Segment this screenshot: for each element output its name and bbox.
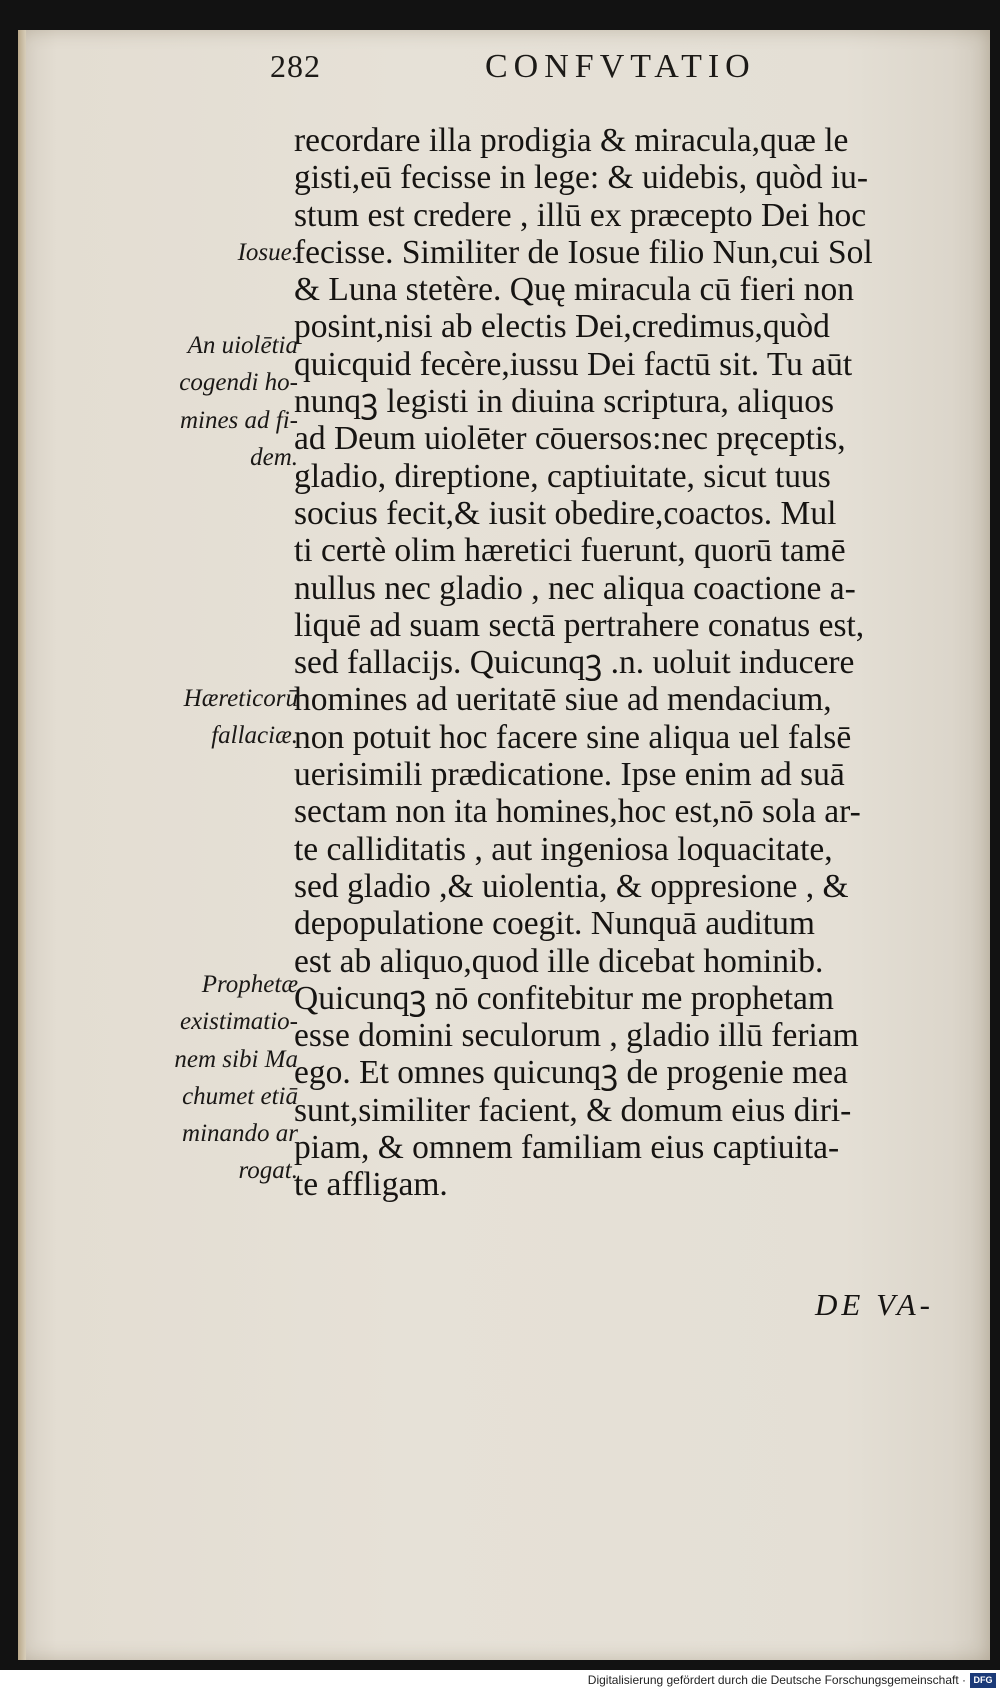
margin-note-line: mines ad fi- xyxy=(179,406,298,434)
margin-note-line: fallaciæ. xyxy=(211,722,298,750)
text-line: est ab aliquo,quod ille dicebat hominib. xyxy=(294,942,824,980)
text-line: non potuit hoc facere sine aliqua uel falsē xyxy=(294,718,852,756)
text-line: liquē ad suam sectā pertrahere conatus est, xyxy=(294,606,865,644)
text-line: stum est credere , illū ex præcepto Dei hoc xyxy=(294,196,867,234)
text-line: homines ad ueritatē siue ad mendacium, xyxy=(294,681,832,719)
text-line: depopulatione coegit. Nunquā auditum xyxy=(294,905,815,943)
margin-note-prophet xyxy=(174,966,298,1190)
margin-note-iosue xyxy=(238,234,298,271)
margin-note-line: Prophetæ xyxy=(201,971,298,998)
text-line: te calliditatis , aut ingeniosa loquacitate, xyxy=(294,830,833,868)
text-line: & Luna stetère. Quę miracula cū fieri non xyxy=(294,271,854,309)
text-line: nullus nec gladio , nec aliqua coactione a- xyxy=(294,569,856,607)
text-line: recordare illa prodigia & miracula,quæ le xyxy=(294,122,849,159)
text-line: gisti,eū fecisse in lege: & uidebis, quòd iu- xyxy=(294,159,869,197)
margin-note-line: An uiolētia xyxy=(187,332,298,359)
margin-note-heretics xyxy=(184,680,298,755)
margin-note-line: chumet etiā xyxy=(182,1082,298,1110)
text-line: gladio, direptione, captiuitate, sicut tuus xyxy=(294,457,831,495)
text-line: quicquid fecère,iussu Dei factū sit. Tu aūt xyxy=(294,345,853,383)
text-line: ego. Et omnes quicunqꝫ de progenie mea xyxy=(294,1054,848,1092)
running-title: CONFVTATIO xyxy=(485,48,756,85)
catchword: DE VA- xyxy=(815,1287,934,1322)
text-line: sed gladio ,& uiolentia, & oppresione , & xyxy=(294,867,849,905)
text-line: ti certè olim hæretici fuerunt, quorū tamē xyxy=(294,532,846,570)
text-line: esse domini seculorum , gladio illū feriam xyxy=(294,1017,859,1055)
text-line: sunt,similiter facient, & domum eius diri- xyxy=(294,1091,852,1129)
margin-note-line: Hæreticorū xyxy=(183,685,298,712)
margin-note-line: rogat. xyxy=(238,1157,298,1185)
margin-note-line: minando ar xyxy=(182,1120,298,1148)
margin-note-line: dem. xyxy=(250,443,298,471)
footer-bar xyxy=(0,1670,1000,1693)
margin-note-line: nem sibi Ma xyxy=(174,1045,298,1073)
margin-note-line: Iosue. xyxy=(237,239,298,266)
funding-credit: Digitalisierung gefördert durch die Deutsche Forschungsgemeinschaft · xyxy=(587,1673,966,1687)
text-line: sectam non ita homines,hoc est,nō sola ar- xyxy=(294,793,861,831)
dfg-logo-icon: DFG xyxy=(970,1673,996,1688)
page-number: 282 xyxy=(270,48,321,84)
text-line: fecisse. Similiter de Iosue filio Nun,cui Sol xyxy=(294,233,873,271)
text-line: uerisimili prædicatione. Ipse enim ad suā xyxy=(294,756,845,794)
margin-note-line: existimatio- xyxy=(179,1008,298,1036)
text-line: nunqꝫ legisti in diuina scriptura, aliquos xyxy=(294,383,835,421)
text-line: posint,nisi ab electis Dei,credimus,quòd xyxy=(294,308,830,346)
text-line: sed fallacijs. Quicunqꝫ .n. uoluit inducere xyxy=(294,644,855,682)
text-line: te affligam. xyxy=(294,1166,448,1204)
page-gutter-edge xyxy=(18,30,26,1660)
running-head xyxy=(270,48,830,98)
text-line: socius fecit,& iusit obedire,coactos. Mul xyxy=(294,494,837,532)
text-line: Quicunqꝫ nō confitebitur me prophetam xyxy=(294,979,834,1017)
text-line: piam, & omnem familiam eius captiuita- xyxy=(294,1129,840,1167)
main-text-block xyxy=(294,122,984,1204)
margin-note-line: cogendi ho- xyxy=(179,369,298,397)
text-line: ad Deum uiolēter cōuersos:nec pręceptis, xyxy=(294,420,846,458)
margin-note-violence xyxy=(179,327,298,476)
